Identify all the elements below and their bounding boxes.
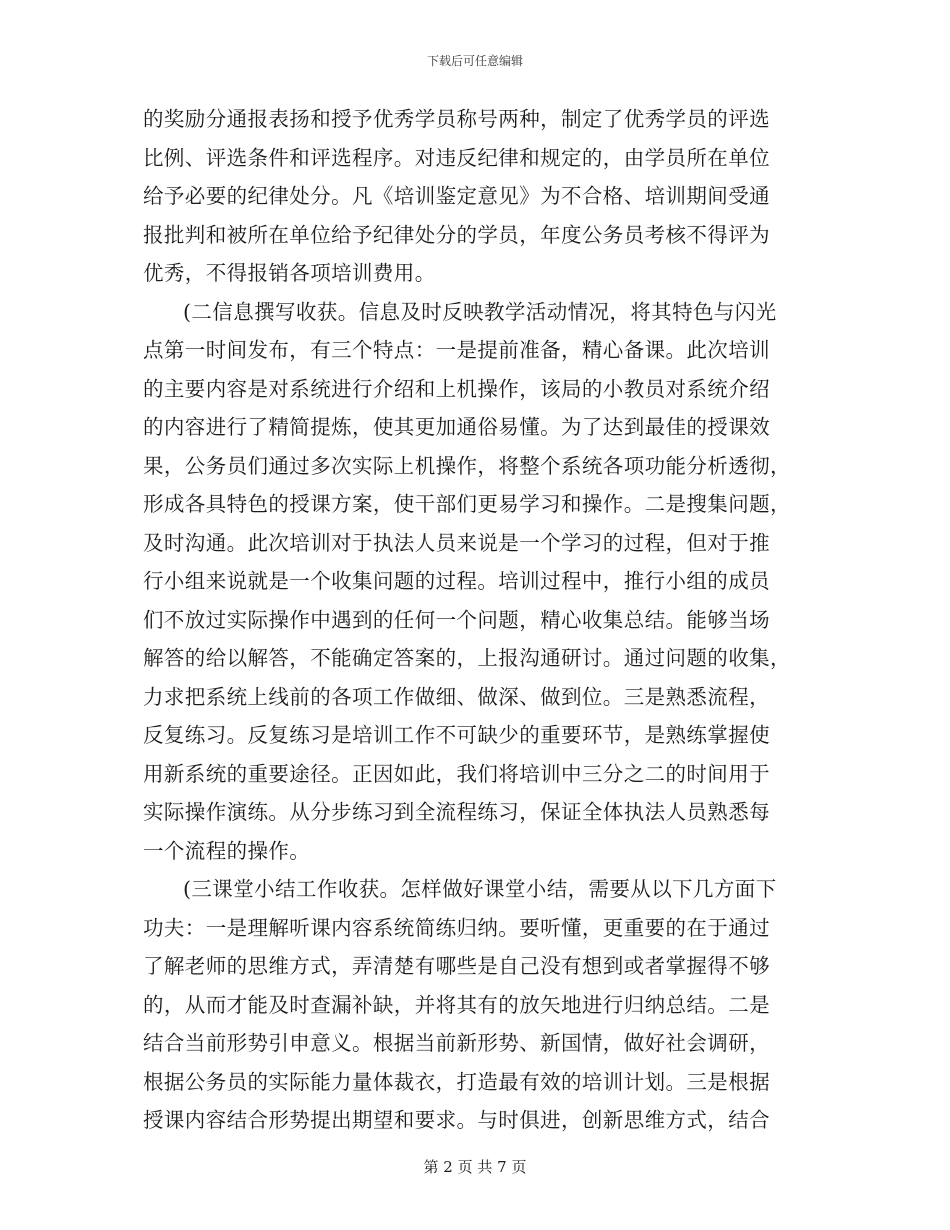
- text-line: 的主要内容是对系统进行介绍和上机操作，该局的小教员对系统介绍: [143, 376, 770, 401]
- header-note: 下载后可任意编辑: [426, 54, 523, 68]
- paragraph-start-line: (二信息撰写收获。信息及时反映教学活动情况，将其特色与闪光: [183, 299, 777, 324]
- text-line: 功夫：一是理解听课内容系统简练归纳。要听懂，更重要的在于通过: [143, 915, 770, 940]
- page-number: 第 2 页 共 7 页: [423, 1158, 527, 1176]
- text-line: 一个流程的操作。: [143, 838, 311, 863]
- text-line: 果，公务员们通过多次实际上机操作，将整个系统各项功能分析透彻，: [143, 453, 791, 478]
- text-line: 们不放过实际操作中遇到的任何一个问题，精心收集总结。能够当场: [143, 607, 770, 632]
- text-line: 报批判和被所在单位给予纪律处分的学员，年度公务员考核不得评为: [143, 222, 770, 247]
- text-line: 实际操作演练。从分步练习到全流程练习，保证全体执法人员熟悉每: [143, 800, 770, 824]
- text-line: 的内容进行了精简提炼，使其更加通俗易懂。为了达到最佳的授课效: [143, 415, 770, 439]
- text-line: 及时沟通。此次培训对于执法人员来说是一个学习的过程，但对于推: [143, 530, 770, 555]
- text-line: 结合当前形势引申意义。根据当前新形势、新国情，做好社会调研，: [143, 1031, 770, 1055]
- text-line: 的，从而才能及时查漏补缺，并将其有的放矢地进行归纳总结。二是: [143, 992, 770, 1017]
- text-line: 解答的给以解答，不能确定答案的，上报沟通研讨。通过问题的收集，: [143, 646, 791, 670]
- text-line: 授课内容结合形势提出期望和要求。与时俱进，创新思维方式，结合: [143, 1108, 770, 1132]
- text-line: 行小组来说就是一个收集问题的过程。培训过程中，推行小组的成员: [143, 569, 770, 593]
- text-line: 点第一时间发布，有三个特点：一是提前准备，精心备课。此次培训: [143, 338, 770, 362]
- paragraph-start-line: (三课堂小结工作收获。怎样做好课堂小结，需要从以下几方面下: [183, 877, 777, 901]
- text-line: 形成各具特色的授课方案，使干部们更易学习和操作。二是搜集问题，: [143, 492, 791, 516]
- text-line: 给予必要的纪律处分。凡《培训鉴定意见》为不合格、培训期间受通: [143, 184, 770, 208]
- text-line: 比例、评选条件和评选程序。对违反纪律和规定的，由学员所在单位: [143, 145, 770, 170]
- text-line: 力求把系统上线前的各项工作做细、做深、做到位。三是熟悉流程，: [143, 684, 770, 709]
- text-line: 反复练习。反复练习是培训工作不可缺少的重要环节，是熟练掌握使: [143, 723, 770, 747]
- text-line: 优秀，不得报销各项培训费用。: [143, 261, 436, 285]
- text-line: 用新系统的重要途径。正因如此，我们将培训中三分之二的时间用于: [143, 761, 770, 786]
- text-line: 根据公务员的实际能力量体裁衣，打造最有效的培训计划。三是根据: [143, 1069, 770, 1094]
- document-body: [143, 100, 807, 1140]
- text-line: 的奖励分通报表扬和授予优秀学员称号两种，制定了优秀学员的评选: [143, 107, 770, 131]
- text-line: 了解老师的思维方式，弄清楚有哪些是自己没有想到或者掌握得不够: [143, 954, 770, 978]
